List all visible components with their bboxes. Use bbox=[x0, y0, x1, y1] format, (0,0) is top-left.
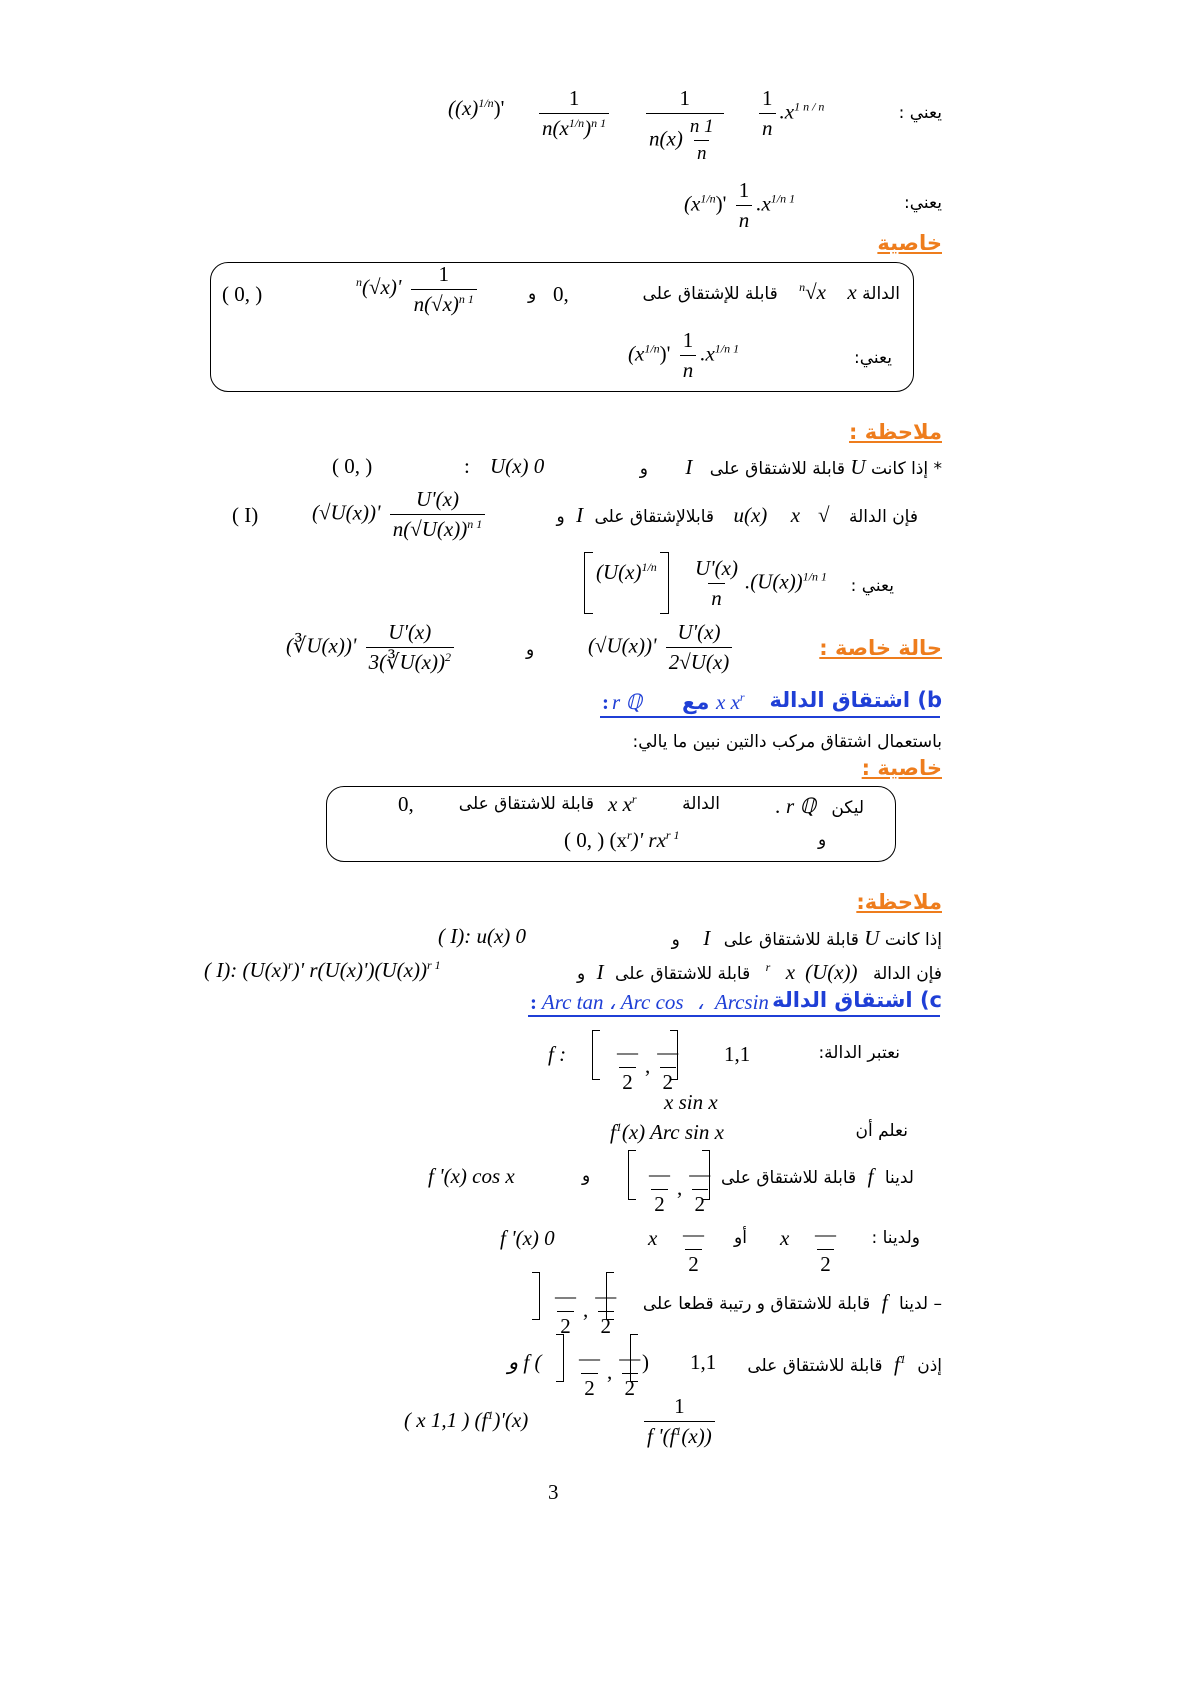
note1-formula: (√U(x))' $\frac{U'(x)}{n(√U(x))^{n 1}}$ bbox=[312, 487, 489, 542]
heading-note-2: ملاحظة: bbox=[856, 890, 942, 914]
note1-bracket-content: ($U(x)^{1/n}$ bbox=[596, 560, 657, 584]
box1-text-line1: الدالة $^n$√x x قابلة للإشتقاق على bbox=[642, 280, 900, 304]
c-line1-f: f : bbox=[548, 1042, 567, 1066]
c-line4-text: لدينا f قابلة للاشتقاق على bbox=[720, 1164, 914, 1188]
note2-line2: فإن الدالة $(U(x))^r$ x قابلة للاشتقاق على I و bbox=[577, 960, 942, 984]
c-line7-bracket-open bbox=[556, 1334, 564, 1382]
formula-nth-root-derivative: $((x)^{1/n})'$ bbox=[448, 96, 505, 120]
note1-colon: : bbox=[464, 454, 470, 478]
formula-power-derivative: $(x^{1/n})'$ $\frac{1}{n}$ $.x^{1/n 1}$ bbox=[684, 178, 796, 232]
box2-domain: 0, bbox=[398, 792, 414, 816]
c-line5-x1: x bbox=[648, 1226, 658, 1250]
heading-b: b) اشتقاق الدالة bbox=[769, 688, 942, 712]
c-line5-derivative: f '(x) 0 bbox=[500, 1226, 555, 1250]
c-line5-x2: x bbox=[780, 1226, 790, 1250]
box2-map: x $x^r$ bbox=[608, 792, 637, 816]
c-line5-frac1: $\frac{—}{2}$ bbox=[683, 1222, 704, 1276]
right-bracket bbox=[660, 552, 669, 614]
page-number: 3 bbox=[548, 1480, 559, 1504]
c-bracket-open bbox=[592, 1030, 600, 1080]
heading-b-rational: r ℚ bbox=[612, 690, 642, 714]
c-line1-label: نعتبر الدالة: bbox=[818, 1043, 900, 1063]
heading-special-case: حالة خاصة : bbox=[819, 636, 942, 660]
c-line7-target: 1,1 bbox=[690, 1350, 717, 1374]
box1-interval: ( 0, ) bbox=[222, 282, 263, 306]
c-line7-text: إذن $f^1$ قابلة للاشتقاق على bbox=[747, 1352, 942, 1376]
c-line8-lhs: ( x 1,1 ) $(f^1)'(x)$ bbox=[404, 1408, 529, 1432]
fraction-1: $\frac{1}{n(x^{1/n})^{n 1}}$ bbox=[535, 86, 613, 141]
note2-line1: إذا كانت U قابلة للاشتقاق على I و bbox=[671, 926, 942, 950]
c-line1-interval: $\frac{—}{2}$ , $\frac{—}{2}$ bbox=[617, 1040, 679, 1094]
note1-yaani: يعني : bbox=[850, 576, 894, 596]
c-line3-label: نعلم أن bbox=[855, 1121, 908, 1141]
fraction-3: $\frac{1}{n}$ $.x^{1 n / n}$ bbox=[755, 86, 824, 141]
b-intro-text: باستعمال اشتقاق مركب دالتين نبين ما يالي: bbox=[632, 732, 942, 752]
c-line5-label: ولدينا : bbox=[871, 1228, 920, 1248]
box2-line1: ليكن r ℚ . bbox=[775, 794, 864, 818]
c-line4-bracket-open bbox=[628, 1150, 636, 1200]
c-line1-target: 1,1 bbox=[724, 1042, 751, 1066]
box1-yaani: يعني: bbox=[854, 348, 892, 368]
yaani-label-2: يعني: bbox=[904, 193, 942, 213]
box2-formula: ( 0, ) $(x^r)'$ $rx^{r 1}$ bbox=[564, 828, 680, 852]
note1-interval: ( 0, ) bbox=[332, 454, 373, 478]
left-bracket bbox=[584, 552, 593, 614]
c-line4-derivative: f '(x) cos x bbox=[428, 1164, 515, 1188]
special-sqrt-formula: (√U(x))' $\frac{U'(x)}{2√U(x)}$ bbox=[588, 620, 736, 675]
heading-c-underline bbox=[528, 1015, 940, 1017]
box2-line1-b: الدالة bbox=[682, 794, 720, 814]
heading-b-with: مع bbox=[682, 690, 710, 714]
heading-property-1: خاصية bbox=[877, 231, 942, 255]
c-line4-interval: $\frac{—}{2}$ , $\frac{—}{2}$ bbox=[649, 1162, 711, 1216]
c-line4-wa: و bbox=[582, 1166, 591, 1186]
c-line6-text: – لدينا f قابلة للاشتقاق و رتيبة قطعا على bbox=[642, 1290, 942, 1314]
fraction-2: 1 n(x) $\frac{n 1}{n}$ bbox=[642, 86, 728, 165]
special-wa: و bbox=[526, 640, 535, 660]
c-line6-interval: $\frac{—}{2}$ , $\frac{—}{2}$ bbox=[555, 1284, 617, 1338]
c-line7-close: ) bbox=[642, 1350, 649, 1374]
heading-b-map: x $x^r$ bbox=[716, 690, 745, 714]
special-cbrt-formula: (∛U(x))' $\frac{U'(x)}{3(∛U(x))^2}$ bbox=[286, 620, 458, 675]
c-line7-image: و f ( bbox=[508, 1350, 542, 1374]
c-line2-map: x sin x bbox=[664, 1090, 718, 1114]
note2-condition: ( I): u(x) 0 bbox=[438, 924, 527, 948]
note1-line2: فإن الدالة √u(x) x قابلالإشتقاق على I و bbox=[556, 503, 918, 527]
c-line8-fraction: $\frac{1}{f '(f^1(x))}$ bbox=[640, 1394, 719, 1449]
note1-line1: * إذا كانت U قابلة للاشتقاق على I و bbox=[639, 455, 942, 479]
yaani-label-1: يعني : bbox=[898, 103, 942, 123]
note1-condition: U(x) 0 bbox=[490, 454, 545, 478]
c-line6-bracket-open bbox=[532, 1272, 540, 1320]
box2-wa: و bbox=[818, 830, 827, 850]
heading-b-colon: : bbox=[602, 690, 609, 714]
heading-property-2: خاصية : bbox=[861, 756, 942, 780]
heading-b-underline bbox=[600, 716, 940, 718]
note1-yaani-formula: $\frac{U'(x)}{n}$ $.(U(x))^{1/n 1}$ bbox=[695, 556, 828, 610]
heading-c: c) اشتقاق الدالة bbox=[772, 988, 942, 1012]
box1-power-formula: $(x^{1/n})'$ $\frac{1}{n}$ $.x^{1/n 1}$ bbox=[628, 328, 740, 382]
c-line5-or: أو bbox=[734, 1228, 747, 1248]
heading-note-1: ملاحظة : bbox=[849, 420, 942, 444]
box1-formula: $^n$(√x)' $\frac{1}{n(√x)^{n 1}}$ bbox=[356, 262, 481, 317]
box1-wa: و bbox=[528, 284, 537, 304]
box1-domain: 0, bbox=[553, 282, 569, 306]
c-line5-frac2: $\frac{—}{2}$ bbox=[815, 1222, 836, 1276]
heading-c-functions: : Arc tan ، Arc cos ، Arcsin bbox=[530, 990, 769, 1014]
note2-formula: ( I): $(U(x)^r)'$ $r(U(x)')(U(x))^{r 1}$ bbox=[204, 958, 441, 982]
box2-line1-c: قابلة للاشتقاق على bbox=[458, 794, 594, 814]
c-line7-interval: $\frac{—}{2}$ , $\frac{—}{2}$ bbox=[579, 1346, 641, 1400]
c-line3-formula: $f^1(x)$ Arc sin x bbox=[610, 1120, 724, 1144]
note1-interval-2: ( I) bbox=[232, 503, 259, 527]
